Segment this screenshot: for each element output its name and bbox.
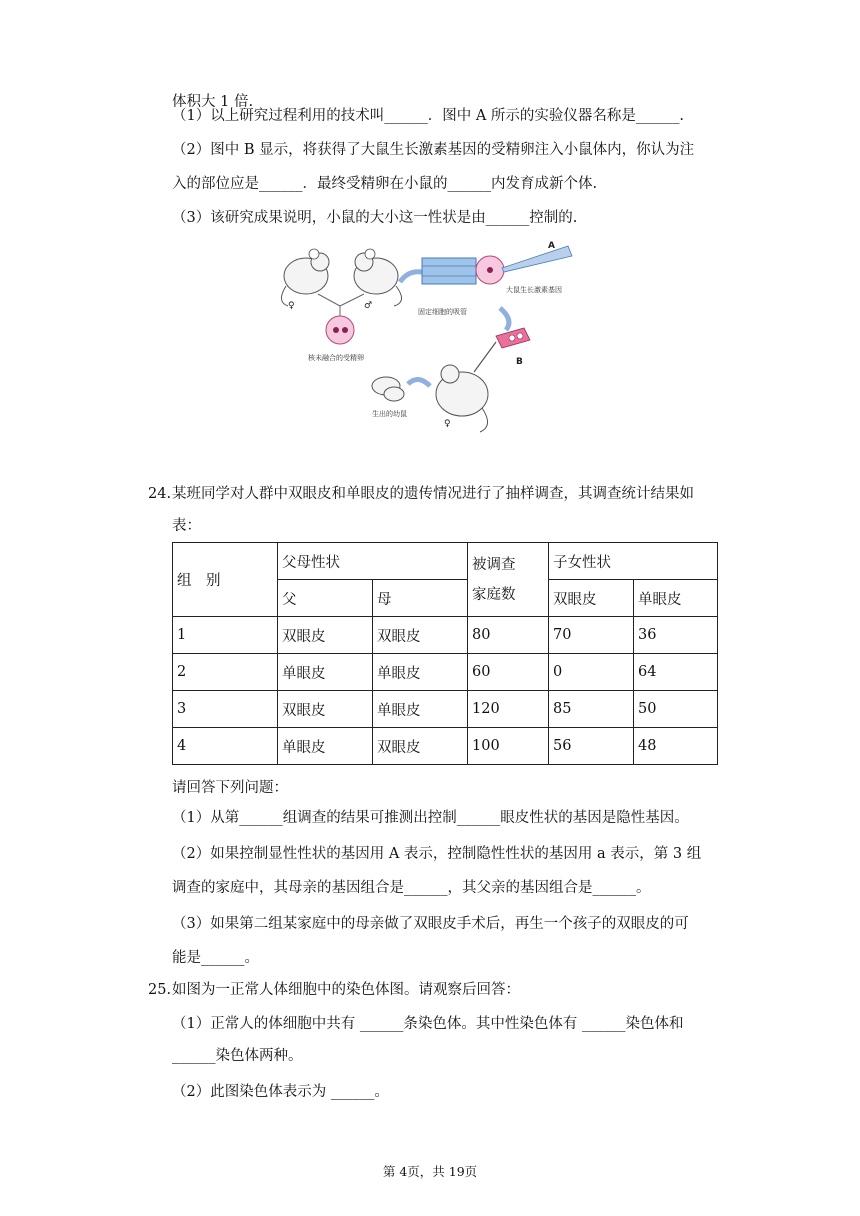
cell-single: 50 [634,691,718,728]
table-row [173,617,718,654]
baby-mice-label: 生出的幼鼠 [372,410,407,418]
cell-father: 双眼皮 [278,691,373,728]
male-mouse-drawing [354,249,402,306]
survey-table [172,542,718,765]
label-a: A [548,241,555,251]
q25-number: 25. [148,982,172,998]
q24-number: 24. [148,486,172,502]
fertilized-egg-drawing [326,316,354,344]
transgenic-mouse-figure [268,236,584,442]
cell-double: 56 [549,728,634,765]
table-row [173,691,718,728]
micro-injection-needle [502,246,572,272]
cell-group: 4 [173,728,278,765]
table-row [173,654,718,691]
cell-father: 双眼皮 [278,617,373,654]
pipette-label: 固定细胞的吸管 [418,308,467,316]
cell-group: 2 [173,654,278,691]
header-parents: 父母性状 [278,543,468,580]
page-footer: 第 4页，共 19页 [382,1164,478,1179]
cell-double: 0 [549,654,634,691]
cell-families: 120 [468,691,549,728]
cell-group: 3 [173,691,278,728]
cell-father: 单眼皮 [278,654,373,691]
cell-double: 85 [549,691,634,728]
header-double-eyelid: 双眼皮 [549,580,634,617]
holding-pipette-drawing [422,258,476,284]
q24-sub1: （1）从第______组调查的结果可推测出控制______眼皮性状的基因是隐性基因。 [172,810,689,826]
header-children: 子女性状 [549,543,718,580]
q23-sub2-line1: （2）图中 B 显示，将获得了大鼠生长激素基因的受精卵注入小鼠体内，你认为注 [172,142,695,158]
cell-father: 单眼皮 [278,728,373,765]
header-families: 被调查 家庭数 [468,543,549,617]
cell-single: 64 [634,654,718,691]
male-symbol: ♂ [364,301,373,311]
header-father: 父 [278,580,373,617]
table-row [173,728,718,765]
q24-sub3-line1: （3）如果第二组某家庭中的母亲做了双眼皮手术后，再生一个孩子的双眼皮的可 [172,916,689,932]
cell-families: 100 [468,728,549,765]
cell-double: 70 [549,617,634,654]
recipient-female-symbol: ♀ [444,419,451,429]
q24-sub2-line2: 调查的家庭中，其母亲的基因组合是______，其父亲的基因组合是______。 [172,880,651,896]
label-b: B [516,357,523,367]
q24-sub3-line2: 能是______。 [172,950,259,966]
female-symbol: ♀ [288,301,295,311]
q23-sub3: （3）该研究成果说明，小鼠的大小这一性状是由______控制的. [172,210,578,226]
q23-continuation: 体积大 1 倍. [172,94,254,110]
cell-mother: 单眼皮 [373,654,468,691]
cell-single: 48 [634,728,718,765]
fertilized-egg-label: 核未融合的受精卵 [308,354,364,362]
q23-sub2-line2: 入的部位应是______．最终受精卵在小鼠的______内发育成新个体. [172,176,598,192]
q25-intro: 如图为一正常人体细胞中的染色体图。请观察后回答： [172,982,520,998]
header-mother: 母 [373,580,468,617]
cell-mother: 单眼皮 [373,691,468,728]
cell-single: 36 [634,617,718,654]
q25-sub1-line1: （1）正常人的体细胞中共有 ______条染色体。其中性染色体有 ______染色体和 [172,1016,684,1032]
q25-sub2: （2）此图染色体表示为 ______。 [172,1084,389,1100]
cell-group: 1 [173,617,278,654]
q24-intro-line1: 某班同学对人群中双眼皮和单眼皮的遗传情况进行了抽样调查，其调查统计结果如 [172,486,694,502]
cell-families: 80 [468,617,549,654]
cell-mother: 双眼皮 [373,728,468,765]
baby-mice-drawing [372,377,404,401]
header-group: 组 别 [173,543,278,617]
cell-families: 60 [468,654,549,691]
cell-mother: 双眼皮 [373,617,468,654]
q24-intro-line2: 表： [172,518,201,534]
q25-sub1-line2: ______染色体两种。 [172,1048,303,1064]
gene-label: 大鼠生长激素基因 [506,286,562,294]
q24-prompt: 请回答下列问题： [172,780,288,796]
header-single-eyelid: 单眼皮 [634,580,718,617]
q23-sub1: （1）以上研究过程利用的技术叫______．图中 A 所示的实验仪器名称是______. [172,108,685,124]
female-mouse-drawing [281,249,329,306]
q24-sub2-line1: （2）如果控制显性性状的基因用 A 表示，控制隐性性状的基因用 a 表示，第 3 组 [172,846,702,862]
